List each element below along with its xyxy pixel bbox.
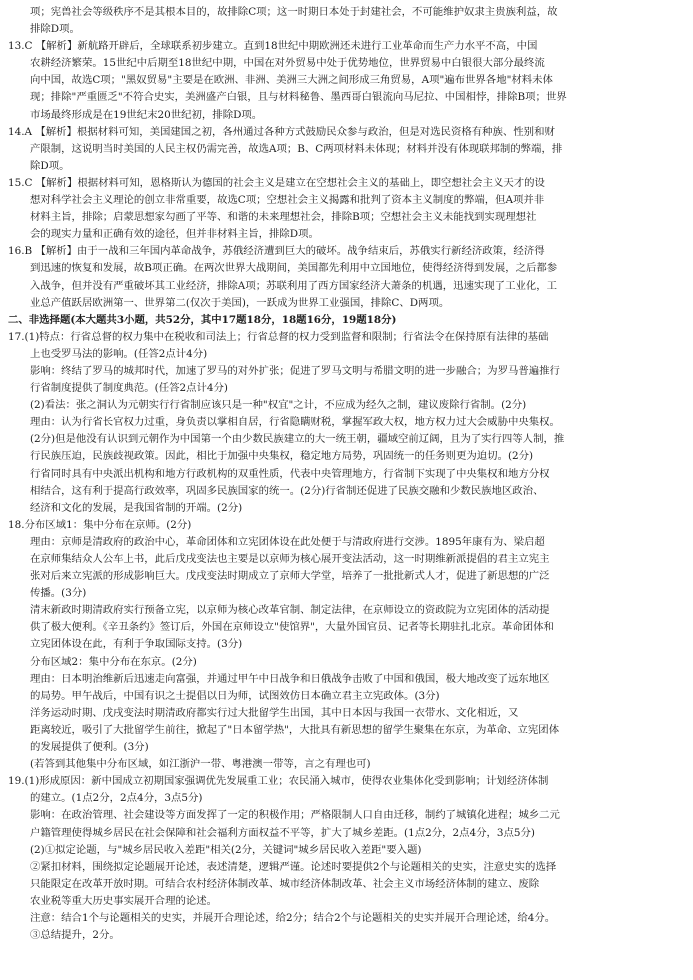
text-line: 到迅速的恢复和发展，故B项正确。在两次世界大战期间，美国都先利用中立国地位，使得经济得到发展，之后都参 bbox=[30, 262, 558, 275]
text-line: 向中国，故选C项；"黑奴贸易"主要是在欧洲、非洲、美洲三大洲之间形成三角贸易，A项"遍布世界各地"材料未体 bbox=[30, 74, 553, 87]
text-line: 业总产值跃居欧洲第一、世界第二(仅次于美国)，一跃成为世界工业强国，排除C、D两项。 bbox=[30, 296, 450, 309]
text-line: 现；排除"严重匮乏"不符合史实，美洲盛产白银，且与材料秘鲁、墨西哥白银流向马尼拉、中国相悖，排除B项；世界 bbox=[30, 91, 567, 104]
text-line: 17.(1)特点：行省总督的权力集中在税收和司法上；行省总督的权力受到监督和限制；行省法令在保持原有法律的基础 bbox=[8, 330, 549, 343]
text-line: 农业税等重大历史事实展开合理的论述。 bbox=[30, 894, 218, 907]
text-line: 18.分布区域1：集中分布在京师。(2分) bbox=[8, 518, 192, 531]
text-line: 经济和文化的发展，是我国省制的开端。(2分) bbox=[30, 501, 243, 514]
text-line: 行省同时具有中央派出机构和地方行政机构的双重性质，代表中央管理地方，行省制下实现了中央集权和地方分权 bbox=[30, 467, 550, 480]
text-line: (2)①拟定论题，与"城乡居民收入差距"相关(2分，关键词"城乡居民收入差距"要入题) bbox=[30, 843, 422, 856]
text-line: 二、非选择题(本大题共3小题，共52分，其中17题18分，18题16分，19题18分) bbox=[8, 313, 397, 326]
text-line: 19.(1)形成原因：新中国成立初期国家强调优先发展重工业；农民涌入城市，使得农业集体化受到影响；计划经济体制 bbox=[8, 775, 549, 788]
text-line: 洋务运动时期、戊戌变法时期清政府都实行过大批留学生出国，其中日本因与我国一衣带水、文化相近，又 bbox=[30, 706, 519, 719]
text-line: 农耕经济繁荣。15世纪中后期至18世纪中期，中国在对外贸易中处于优势地位，世界贸易中白银很大部分最终流 bbox=[30, 57, 545, 70]
text-line: 16.B 【解析】由于一战和三年国内革命战争，苏俄经济遭到巨大的破坏。战争结束后，苏俄实行新经济政策，经济得 bbox=[8, 245, 545, 258]
text-line: 只能限定在改革开放时期。可结合农村经济体制改革、城市经济体制改革、社会主义市场经济体制的建立、废除 bbox=[30, 877, 540, 890]
text-line: ③总结提升，2分。 bbox=[30, 929, 120, 942]
text-line: 项；宪兽社会等级秩序不是其根本目的，故排除C项；这一时期日本处于封建社会，不可能维护奴隶主贵族利益，故 bbox=[30, 6, 558, 18]
text-line: 的发展提供了便利。(3分) bbox=[30, 741, 149, 754]
text-line: 距离较近，吸引了大批留学生前往，掀起了"日本留学热"，大批具有新思想的留学生聚集在东京，为革命、立宪团体 bbox=[30, 723, 560, 736]
document-body bbox=[8, 4, 679, 944]
text-line: (若答到其他集中分布区域，如江浙沪一带、粤港澳一带等，言之有理也可) bbox=[30, 758, 371, 771]
text-line: 材料主旨，排除；启蒙思想家勾画了平等、和谐的未来理想社会，排除B项；空想社会主义未能找到实现理想社 bbox=[30, 211, 537, 224]
text-line: (2分)但是他没有认识到元朝作为中国第一个由少数民族建立的大一统王朝，疆域空前辽阔，且为了实行四等人制，推 bbox=[30, 433, 565, 446]
text-line: 理由：日本明治维新后迅速走向富强，并通过甲午中日战争和日俄战争击败了中国和俄国，极大地改变了远东地区 bbox=[30, 672, 550, 685]
text-line: ②紧扣材料，围绕拟定论题展开论述，表述清楚，逻辑严谨。论述时要提供2个与论题相关的史实，注意史实的选择 bbox=[30, 860, 557, 873]
text-line: 立宪团体设在此，有利于争取国际支持。(3分) bbox=[30, 638, 243, 651]
text-line: 分布区域2：集中分布在东京。(2分) bbox=[30, 655, 197, 668]
text-line: 的局势。甲午战后，中国有识之士提倡以日为师，试图效仿日本确立君主立宪政体。(3分) bbox=[30, 689, 440, 702]
text-line: 行民族压迫，民族歧视政策。因此，相比于加强中央集权，稳定地方局势，巩固统一的任务则更为迫切。(2分) bbox=[30, 450, 534, 463]
text-line: 相结合，这有利于提高行政效率，巩固多民族国家的统一。(2分)行省制还促进了民族交融和少数民族地区政治、 bbox=[30, 484, 544, 497]
text-line: 市场最终形成是在19世纪末20世纪初，排除D项。 bbox=[30, 108, 263, 121]
text-line: 13.C 【解析】新航路开辟后，全球联系初步建立。直到18世纪中期欧洲还未进行工业革命而生产力水平不高，中国 bbox=[8, 40, 538, 53]
text-line: 想对科学社会主义理论的创立非常重要，故选C项；空想社会主义揭露和批判了资本主义制度的弊端，但A项并非 bbox=[30, 194, 545, 207]
text-line: 传播。(3分) bbox=[30, 587, 87, 600]
text-line: 产限制，这说明当时美国的人民主权仍需完善，故选A项；B、C两项材料未体现；材料并没有体现联邦制的弊端，排 bbox=[30, 142, 563, 155]
text-line: 在京师集结众人公车上书，此后戊戌变法也主要是以京师为核心展开变法活动，这一时期维新派提倡的君主立宪主 bbox=[30, 553, 550, 565]
text-line: 上也受罗马法的影响。(任答2点计4分) bbox=[30, 347, 208, 360]
text-line: 会的现实力量和正确有效的途径，但并非材料主旨，排除D项。 bbox=[30, 228, 319, 241]
text-line: 注意：结合1个与论题相关的史实，并展开合理论述，给2分；结合2个与论题相关的史实并展开合理论述，给4分。 bbox=[30, 911, 556, 924]
text-line: (2)看法：张之洞认为元朝实行行省制应该只是一种"权宜"之计，不应成为经久之制，建议废除行省制。(2分) bbox=[30, 399, 527, 412]
text-line: 张对后来立宪派的形成影响巨大。戊戌变法时期成立了京师大学堂，培养了一批批新式人才，促进了新思想的广泛 bbox=[30, 570, 550, 583]
text-line: 的建立。(1点2分，2点4分，3点5分) bbox=[30, 792, 203, 805]
text-line: 供了极大便利。《辛丑条约》签订后，外国在京师设立"使馆界"，大量外国官员、记者等长期驻扎北京。革命团体和 bbox=[30, 621, 554, 634]
text-line: 理由：认为行省长官权力过重，身负责以掌相自居，行省隐瞒财税，掌握军政大权，地方权力过大会威胁中央集权。 bbox=[30, 416, 560, 429]
text-line: 除D项。 bbox=[30, 159, 70, 172]
text-line: 排除D项。 bbox=[30, 23, 80, 36]
text-line: 入战争，但并没有严重破坏其工业经济，排除A项；苏联利用了西方国家经济大萧条的机遇，迅速实现了工业化，工 bbox=[30, 279, 558, 292]
text-line: 理由：京师是清政府的政治中心，革命团体和立宪团体设在此处便于与清政府进行交涉。1895年康有为、梁启超 bbox=[30, 535, 545, 548]
text-line: 影响：在政治管理、社会建设等方面发挥了一定的积极作用；严格限制人口自由迁移，制约了城镇化进程；城乡二元 bbox=[30, 809, 560, 822]
text-line: 14.A 【解析】根据材料可知，美国建国之初，各州通过各种方式鼓励民众参与政治，但是对选民资格有种族、性别和财 bbox=[8, 125, 555, 138]
text-line: 15.C 【解析】根据材料可知，恩格斯认为德国的社会主义是建立在空想社会主义的基础上，即空想社会主义天才的设 bbox=[8, 176, 545, 189]
text-line: 户籍管理使得城乡居民在社会保障和社会福利方面权益不平等，扩大了城乡差距。(1点2分，2点4分，3点5分) bbox=[30, 826, 535, 839]
text-line: 清末新政时期清政府实行预备立宪，以京师为核心改革官制、制定法律，在京师设立的资政院为立宪团体的活动提 bbox=[30, 604, 550, 617]
text-line: 影响：终结了罗马的城邦时代，加速了罗马的对外扩张；促进了罗马文明与希腊文明的进一步融合；为罗马普遍推行 bbox=[30, 364, 560, 377]
text-line: 行省制度提供了制度典范。(任答2点计4分) bbox=[30, 382, 228, 395]
